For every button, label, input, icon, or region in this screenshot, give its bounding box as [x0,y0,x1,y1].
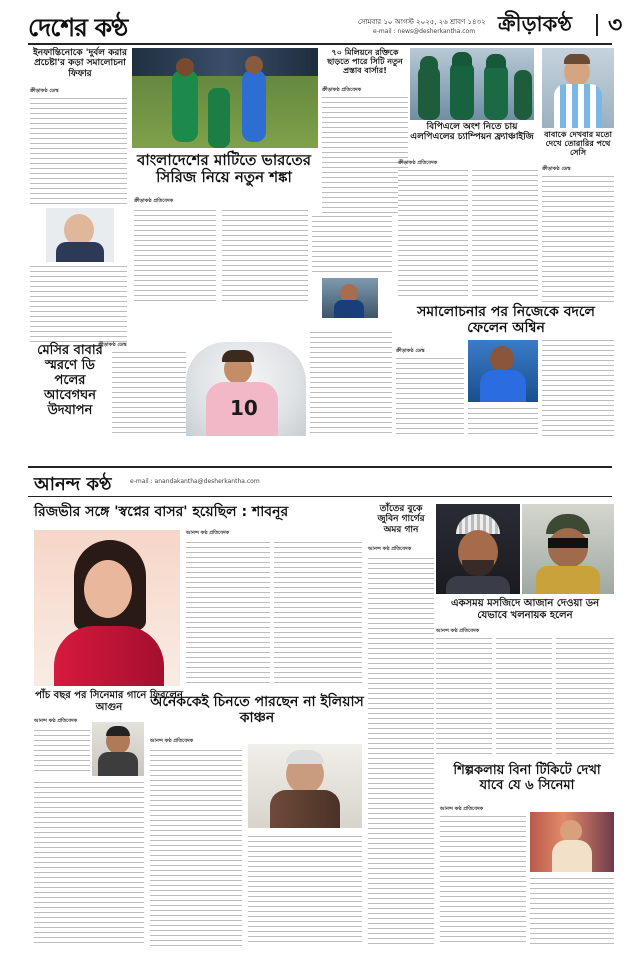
messi-father-headline: বাবাকে দেখবার মতো দেখে তোরারির পথে সেসি [544,130,612,158]
fifa-byline: ক্রীড়াকণ্ঠ ডেস্ক [30,88,59,94]
shilpakala-headline: শিল্পকলায় বিনা টিকিটে দেখা যাবে যে ৬ সিনেমা [453,763,601,793]
header-date: সোমবার ১০ আগস্ট ২০২৫, ২৬ শ্রাবণ ১৪৩২ [358,18,486,26]
shabnur-headline: রিজভীর সঙ্গে 'স্বপ্নের বাসর' হয়েছিল : শাবনূর [34,504,289,520]
shabnur-byline: আনন্দ কণ্ঠ প্রতিবেদক [186,530,230,536]
agun-byline: আনন্দ কণ্ঠ প্রতিবেদক [34,718,78,724]
don-photo-villain [522,504,614,594]
lead-inset-photo [322,278,378,318]
lpl-team-photo [410,48,534,120]
shilpakala-byline: আনন্দ কণ্ঠ প্রতিবেদক [440,806,484,812]
ashwin-photo [468,340,538,402]
ashwin-body-col1 [396,356,464,436]
messi-photo [542,48,614,128]
masthead-rule [28,43,612,45]
header-email: e-mail : news@desherkantha.com [373,28,476,35]
depaul-byline: ক্রীড়াকণ্ঠ ডেস্ক [98,342,127,348]
masthead [28,8,628,44]
agun-body [34,780,144,946]
infantino-photo [46,208,114,262]
shabnur-body-col2 [274,540,362,686]
lpl-body-col1 [398,168,468,296]
don-photo-portrait [436,504,520,594]
fifa-body-text [30,96,127,206]
zubeen-headline: তাঁতের বুকে জুবিন গার্গের অমর গান [377,504,425,535]
agun-photo [92,722,144,776]
messi-father-body [542,174,614,302]
rodri-body-text [322,95,408,213]
ashwin-byline: ক্রীড়াকণ্ঠ ডেস্ক [396,348,425,354]
shabnur-body-col1 [186,540,270,686]
section-title: ক্রীড়াকণ্ঠ [498,11,572,36]
ashwin-headline: সমালোচনার পর নিজেকে বদলে ফেলেন অশ্বিন [417,304,595,337]
shilpakala-photo [530,812,614,872]
paper-logo: দেশের কণ্ঠ [28,13,128,42]
shabnur-photo [34,530,180,686]
shilpakala-body-col2 [530,876,614,946]
kanchan-byline: আনন্দ কণ্ঠ প্রতিবেদক [150,738,194,744]
cricket-photo [132,48,318,148]
ent-top-rule [28,466,612,468]
ashwin-body-col2 [468,406,538,438]
don-headline: একসময় মসজিদে আজান দেওয়া ডন যেভাবে খলনায়ক হলেন [450,598,600,621]
fifa-body-text-2 [30,264,127,342]
zubeen-byline: আনন্দ কণ্ঠ প্রতিবেদক [368,546,412,552]
section-divider [596,14,598,36]
jersey-number: 10 [230,396,258,420]
depaul-photo [186,342,306,436]
rodri-byline: ক্রীড়াকণ্ঠ প্রতিবেদক [322,87,362,93]
ent-bottom-rule [28,496,612,497]
depaul-body-col2 [310,330,392,436]
fifa-headline: ইনফান্তিনোকে 'দুর্বল করার প্রচেষ্টা'র কড়া সমালোচনা ফিফার [33,48,127,79]
don-body-col1 [436,636,492,756]
lead-body-col1 [134,208,216,302]
don-body-col2 [496,636,552,756]
lpl-body-col2 [472,168,538,296]
lpl-headline: বিপিএলে অংশ নিতে চায় এলপিএলের চ্যাম্পিয়ন ফ্র্যাঞ্চাইজি [410,122,534,143]
rodri-headline: ৭০ মিলিয়নে রক্তিকে ছাড়তে পারে সিটি নতুন প্রস্তাব বার্সার! [327,48,403,76]
lpl-byline: ক্রীড়াকণ্ঠ প্রতিবেদক [398,160,438,166]
don-byline: আনন্দ কণ্ঠ প্রতিবেদক [436,628,480,634]
messi-father-byline: ক্রীড়াকণ্ঠ ডেস্ক [542,166,571,172]
shilpakala-body-col1 [440,814,526,946]
lead-body-col3 [312,214,392,274]
kanchan-headline: অনেককেই চিনতে পারছেন না ইলিয়াস কাঞ্চন [150,694,364,727]
lead-body-col2 [222,208,308,302]
lead-headline: বাংলাদেশের মাটিতে ভারতের সিরিজ নিয়ে নতুন শঙ্কা [137,151,311,187]
don-body-col3 [556,636,614,756]
kanchan-body-col1 [150,748,242,946]
zubeen-body [368,556,434,946]
ent-section-title: আনন্দ কণ্ঠ [34,474,112,495]
ent-email: e-mail : anandakantha@desherkantha.com [130,478,260,485]
page-number: ৩ [608,13,623,38]
ashwin-body-col3 [542,338,614,438]
kanchan-photo [248,744,362,828]
lead-byline: ক্রীড়াকণ্ঠ প্রতিবেদক [134,198,174,204]
depaul-headline: মেসির বাবার স্মরণে ডি পলের আবেগঘন উদযাপন [37,343,103,418]
agun-body-top [34,728,90,774]
agun-headline: পাঁচ বছর পর সিনেমার গানে ফিরলেন আগুন [35,690,183,713]
kanchan-body-col2 [248,834,362,946]
depaul-body-col1 [112,350,186,436]
